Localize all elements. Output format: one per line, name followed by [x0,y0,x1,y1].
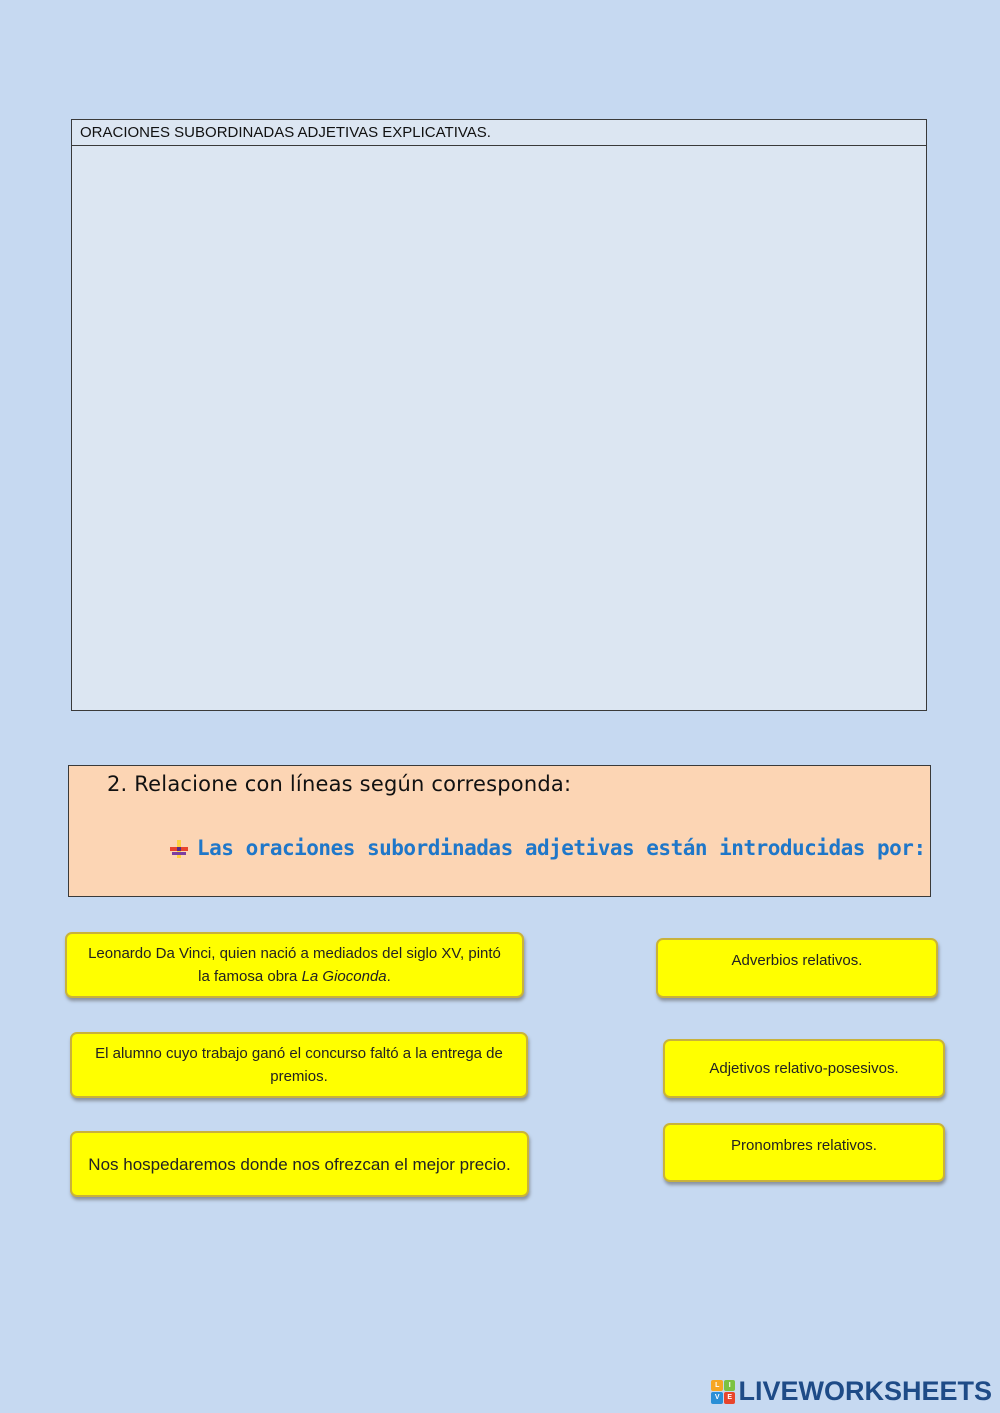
right-card-2-text: Adjetivos relativo-posesivos. [709,1060,899,1077]
right-card-2[interactable] [663,1039,945,1098]
explanatory-section-title: ORACIONES SUBORDINADAS ADJETIVAS EXPLICATIVAS. [72,120,926,146]
left-card-2-text: El alumno cuyo trabajo ganó el concurso faltó a la entrega de premios. [95,1045,503,1085]
liveworksheets-logo-text: LIVEWORKSHEETS [738,1376,992,1406]
left-card-3-text: Nos hospedaremos donde nos ofrezcan el mejor precio. [88,1154,511,1174]
exercise-title: 2. Relacione con líneas según corresponda: [107,772,572,796]
left-card-1-text: Leonardo Da Vinci, quien nació a mediados del siglo XV, pintó la famosa obra La Gioconda. [88,945,501,985]
right-card-1[interactable] [656,938,938,998]
answer-area[interactable] [72,146,926,712]
left-card-3[interactable] [70,1131,529,1197]
explanatory-section [71,119,927,711]
liveworksheets-logo [711,1376,992,1407]
right-card-3[interactable] [663,1123,945,1182]
left-card-2[interactable] [70,1032,528,1098]
left-card-1[interactable] [65,932,524,998]
exercise-subtitle: Las oraciones subordinadas adjetivas están introducidas por: [197,836,926,860]
bullet-icon [169,839,189,859]
liveworksheets-mark-icon: L I V E [711,1380,735,1404]
right-card-3-text: Pronombres relativos. [731,1137,877,1154]
exercise-header [68,765,931,897]
right-card-1-text: Adverbios relativos. [731,952,863,969]
